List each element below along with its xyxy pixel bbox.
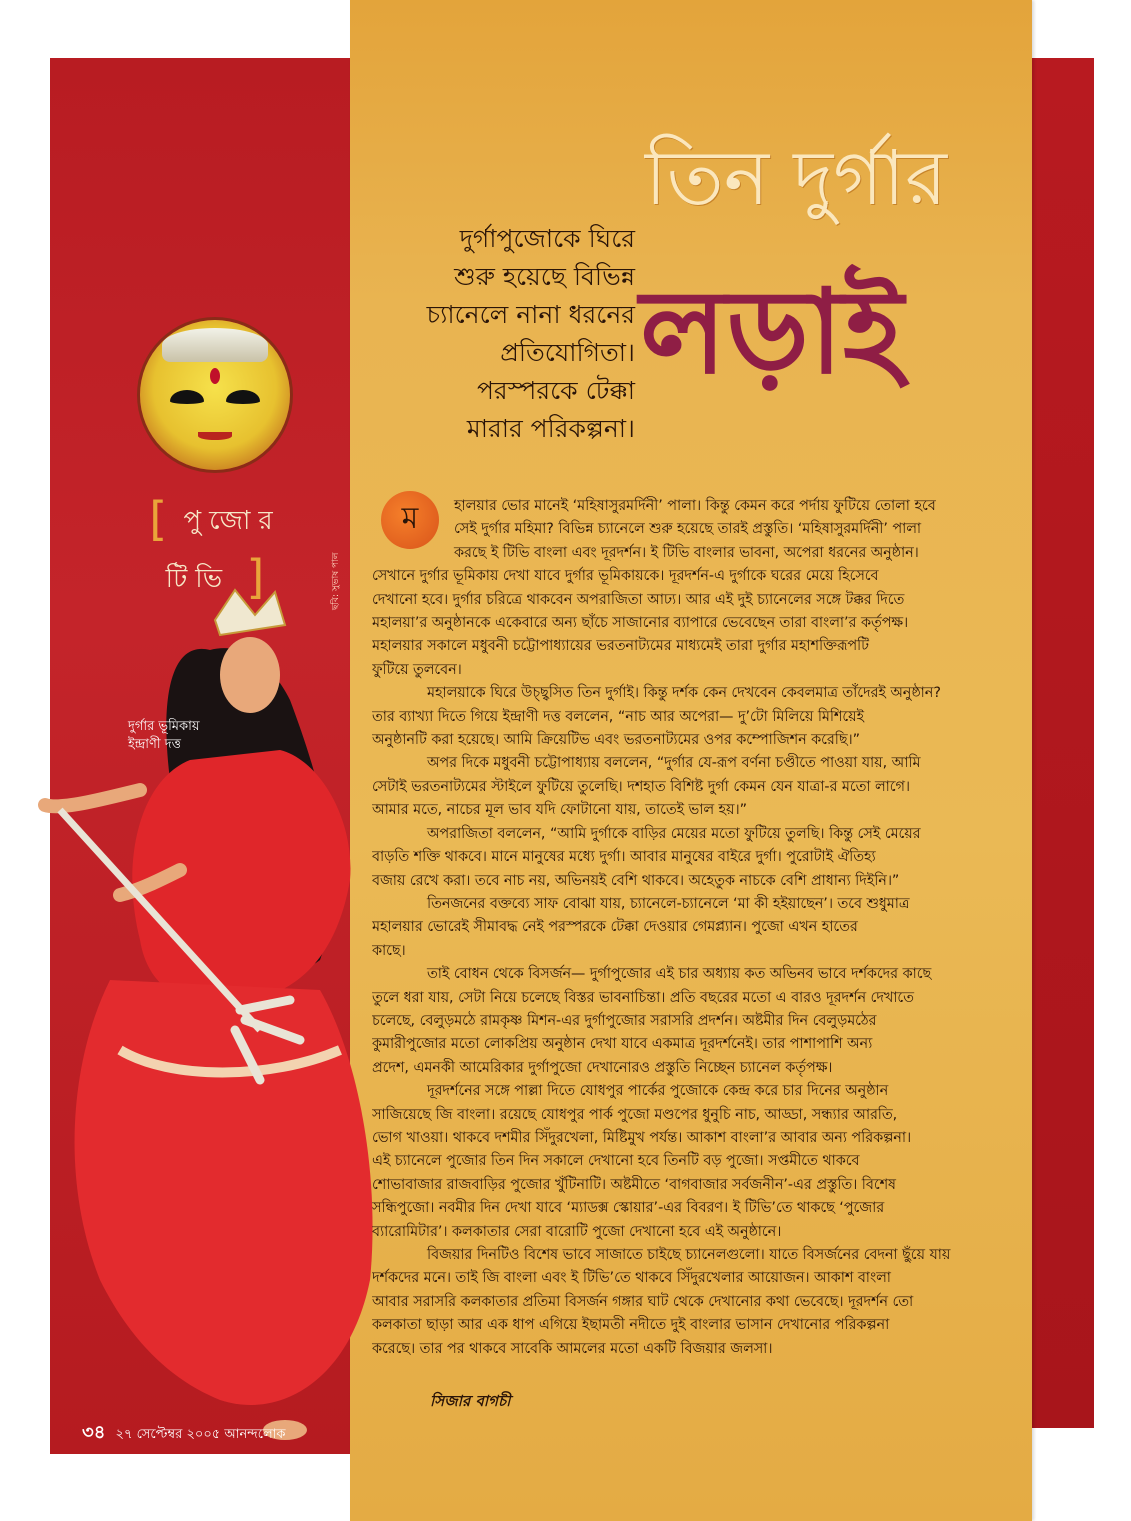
saree-skirt-shape — [75, 980, 373, 1405]
bracket-left: [ — [149, 492, 168, 546]
page-number: ৩৪ — [82, 1422, 106, 1443]
photo-caption — [128, 718, 258, 754]
durga-face-image — [140, 320, 290, 470]
body-line: বাড়তি শক্তি থাকবে। মানে মানুষের মধ্যে দুর্গা। আবার মানুষের বাইরে দুর্গা। পুরোটাই ঐতিহ্য — [372, 849, 876, 866]
body-line: সেটাই ভরতনাট্যমের স্টাইলে ফুটিয়ে তুলেছি। দশহাত বিশিষ্ট দুর্গা কেমন যেন যাত্রা-র মতো লাগে। — [372, 778, 911, 795]
face-shape — [220, 637, 280, 713]
body-line: কাছে। — [372, 942, 406, 959]
body-line: ভোগ খাওয়া। থাকবে দশমীর সিঁদুরখেলা, মিষ্টিমুখ পর্যন্ত। আকাশ বাংলা’র আবার অন্য পরিকল্পনা। — [372, 1129, 912, 1146]
deck-line: দুর্গাপুজোকে ঘিরে — [459, 224, 635, 253]
deck-line: মারার পরিকল্পনা। — [466, 414, 635, 443]
body-line: মহালয়ার ভোরেই সীমাবদ্ধ নেই পরস্পরকে টেক্কা দেওয়ার গেমপ্ল্যান। পুজো এখন হাতের — [372, 919, 858, 936]
crown-shape — [215, 590, 285, 635]
issue-date: ২৭ সেপ্টেম্বর ২০০৫ আনন্দলোক — [115, 1427, 286, 1442]
page-folio — [82, 1418, 286, 1449]
deck-text — [395, 220, 635, 448]
mouth-shape — [198, 432, 232, 440]
body-line: শোভাবাজার রাজবাড়ির পুজোর খুঁটিনাটি। অষ্টমীতে ‘বাগবাজার সর্বজনীন’-এর প্রস্তুতি। বিশেষ — [372, 1176, 896, 1193]
body-line: মহালয়াকে ঘিরে উচ্ছ্বসিত তিন দুর্গাই। কিন্তু দর্শক কেন দেখবেন কেবলমাত্র তাঁদেরই অনুষ্ঠান? — [427, 685, 941, 702]
section-tag — [110, 488, 320, 604]
body-line: ব্যারোমিটার’। কলকাতার সেরা বারোটি পুজো দেখানো হবে এই অনুষ্ঠানে। — [372, 1223, 782, 1240]
crown-shape — [162, 328, 268, 362]
body-line: হালয়ার ভোর মানেই ‘মহিষাসুরমর্দিনী’ পালা। কিন্তু কেমন করে পর্দায় ফুটিয়ে তোলা হবে — [454, 498, 936, 514]
caption-line: দুর্গার ভূমিকায় — [128, 719, 200, 734]
body-line: আবার সরাসরি কলকাতার প্রতিমা বিসর্জন গঙ্গার ঘাট থেকে দেখানোর কথা ভেবেছে। দূরদর্শন তো — [372, 1293, 914, 1310]
body-line: মহালয়ার সকালে মধুবনী চট্টোপাধ্যায়ের ভরতনাট্যমের মাধ্যমেই তারা দুর্গার মহাশক্তিরূপটি — [372, 638, 869, 655]
tilak-shape — [210, 368, 220, 384]
dancer-photo — [20, 580, 400, 1460]
right-eye-shape — [226, 390, 260, 404]
body-line: বিজয়ার দিনটিও বিশেষ ভাবে সাজাতে চাইছে চ্যানেলগুলো। যাতে বিসর্জনের বেদনা ছুঁয়ে যায় — [427, 1247, 951, 1263]
body-line: করেছে। তার পর থাকবে সাবেকি আমলের মতো একটি বিজয়ার জলসা। — [372, 1340, 773, 1357]
body-line: মহালয়া’র অনুষ্ঠানকে একেবারে অন্য ছাঁচে সাজানোর ব্যাপারে ভেবেছেন তারা বাংলা’র কর্তৃপক্ষ। — [372, 615, 909, 632]
body-line: ফুটিয়ে তুলবেন। — [372, 661, 462, 678]
byline: সিজার বাগচী — [430, 1392, 511, 1410]
body-line: এই চ্যানেলে পুজোর তিন দিন সকালে দেখানো হবে তিনটি বড় পুজো। সপ্তমীতে থাকবে — [372, 1153, 860, 1170]
left-eye-shape — [170, 390, 204, 404]
body-line: সেই দুর্গার মহিমা? বিভিন্ন চ্যানেলে শুরু হয়েছে তারই প্রস্তুতি। ‘মহিষাসুরমর্দিনী’ পালা — [454, 521, 922, 538]
body-line: তুলে ধরা যায়, সেটা নিয়ে চলেছে বিস্তর ভাবনাচিন্তা। প্রতি বছরের মতো এ বারও দূরদর্শন দেখাতে — [372, 989, 914, 1006]
body-line: তিনজনের বক্তব্যে সাফ বোঝা যায়, চ্যানেলে-চ্যানেলে ‘মা কী হইয়াছেন’। তবে শুধুমাত্র — [427, 895, 910, 912]
body-line: দূরদর্শনের সঙ্গে পাল্লা দিতে যোধপুর পার্কের পুজোকে কেন্দ্র করে চার দিনের অনুষ্ঠান — [427, 1083, 889, 1100]
body-line: সাজিয়েছে জি বাংলা। রয়েছে যোধপুর পার্ক পুজো মণ্ডপের ধুনুচি নাচ, আড্ডা, সন্ধ্যার আরতি, — [372, 1106, 898, 1123]
drop-cap: ম — [381, 491, 439, 549]
body-line: আমার মতে, নাচের মূল ভাব যদি ফোটানো যায়, তাতেই ভাল হয়।” — [372, 802, 748, 819]
article-body — [372, 495, 1012, 1361]
body-line: অপরাজিতা বললেন, “আমি দুর্গাকে বাড়ির মেয়ের মতো ফুটিয়ে তুলছি। কিন্তু সেই মেয়ের — [427, 825, 921, 842]
section-label: পুজোর টিভি — [165, 506, 281, 594]
body-line: চলেছে, বেলুড়মঠে রামকৃষ্ণ মিশন-এর দুর্গাপুজোর সরাসরি প্রদর্শন। অষ্টমীর দিন বেলুড়মঠের — [372, 1012, 877, 1029]
caption-line: ইন্দ্রাণী দত্ত — [128, 737, 181, 752]
headline-line-1: তিন দুর্গার — [645, 133, 947, 222]
deck-line: পরস্পরকে টেক্কা — [476, 376, 635, 405]
left-arm-shape — [45, 790, 140, 806]
body-line: তার ব্যাখ্যা দিতে গিয়ে ইন্দ্রাণী দত্ত বললেন, “নাচ আর অপেরা— দু’টো মিলিয়ে মিশিয়েই — [372, 708, 864, 725]
body-line: অনুষ্ঠানটি করা হয়েছে। আমি ক্রিয়েটিভ এবং ভরতনাট্যমের ওপর কম্পোজিশন করেছি।” — [372, 732, 861, 749]
body-line: অপর দিকে মধুবনী চট্টোপাধ্যায় বললেন, “দুর্গার যে-রূপ বর্ণনা চণ্ডীতে পাওয়া যায়, আমি — [427, 755, 921, 772]
body-line: প্রদেশ, এমনকী আমেরিকার দুর্গাপুজো দেখানোরও প্রস্তুতি নিচ্ছেন চ্যানেল কর্তৃপক্ষ। — [372, 1059, 833, 1076]
body-line: তাই বোধন থেকে বিসর্জন— দুর্গাপুজোর এই চার অধ্যায় কত অভিনব ভাবে দর্শকদের কাছে — [427, 966, 932, 983]
photo-credit: ছবি: সুভাষ পাল — [331, 552, 341, 610]
body-line: দেখানো হবে। দুর্গার চরিত্রে থাকবেন অপরাজিতা আঢ্য। আর এই দুই চ্যানেলের সঙ্গে টক্কর দিতে — [372, 591, 905, 608]
deck-line: চ্যানেলে নানা ধরনের — [426, 300, 635, 329]
bracket-right: ] — [246, 550, 265, 604]
deck-line: শুরু হয়েছে বিভিন্ন — [454, 262, 635, 291]
body-line: সন্ধিপুজো। নবমীর দিন দেখা যাবে ‘ম্যাডক্স স্কোয়ার’-এর বিবরণ। ই টিভি’তে থাকছে ‘পুজোর — [372, 1200, 885, 1217]
body-line: বজায় রেখে করা। তবে নাচ নয়, অভিনয়ই বেশি থাকবে। অহেতুক নাচকে বেশি প্রাধান্য দিইনি।” — [372, 872, 900, 889]
body-line: দর্শকদের মনে। তাই জি বাংলা এবং ই টিভি’তে থাকবে সিঁদুরখেলার আয়োজন। আকাশ বাংলা — [372, 1270, 891, 1287]
body-line: কলকাতা ছাড়া আর এক ধাপ এগিয়ে ইছামতী নদীতে দুই বাংলার ভাসান দেখানোর পরিকল্পনা — [372, 1317, 890, 1334]
body-line: করছে ই টিভি বাংলা এবং দূরদর্শন। ই টিভি বাংলার ভাবনা, অপেরা ধরনের অনুষ্ঠান। — [454, 544, 919, 561]
body-line: সেখানে দুর্গার ভূমিকায় দেখা যাবে দুর্গার ভূমিকায়কে। দূরদর্শন-এ দুর্গাকে ঘরের মেয়ে হিসেবে — [372, 568, 879, 585]
headline-line-2: লড়াই — [640, 265, 904, 400]
deck-line: প্রতিযোগিতা। — [500, 338, 635, 367]
body-line: কুমারীপুজোর মতো লোকপ্রিয় অনুষ্ঠান দেখা যাবে একমাত্র দূরদর্শনেই। তার পাশাপাশি অন্য — [372, 1036, 873, 1053]
